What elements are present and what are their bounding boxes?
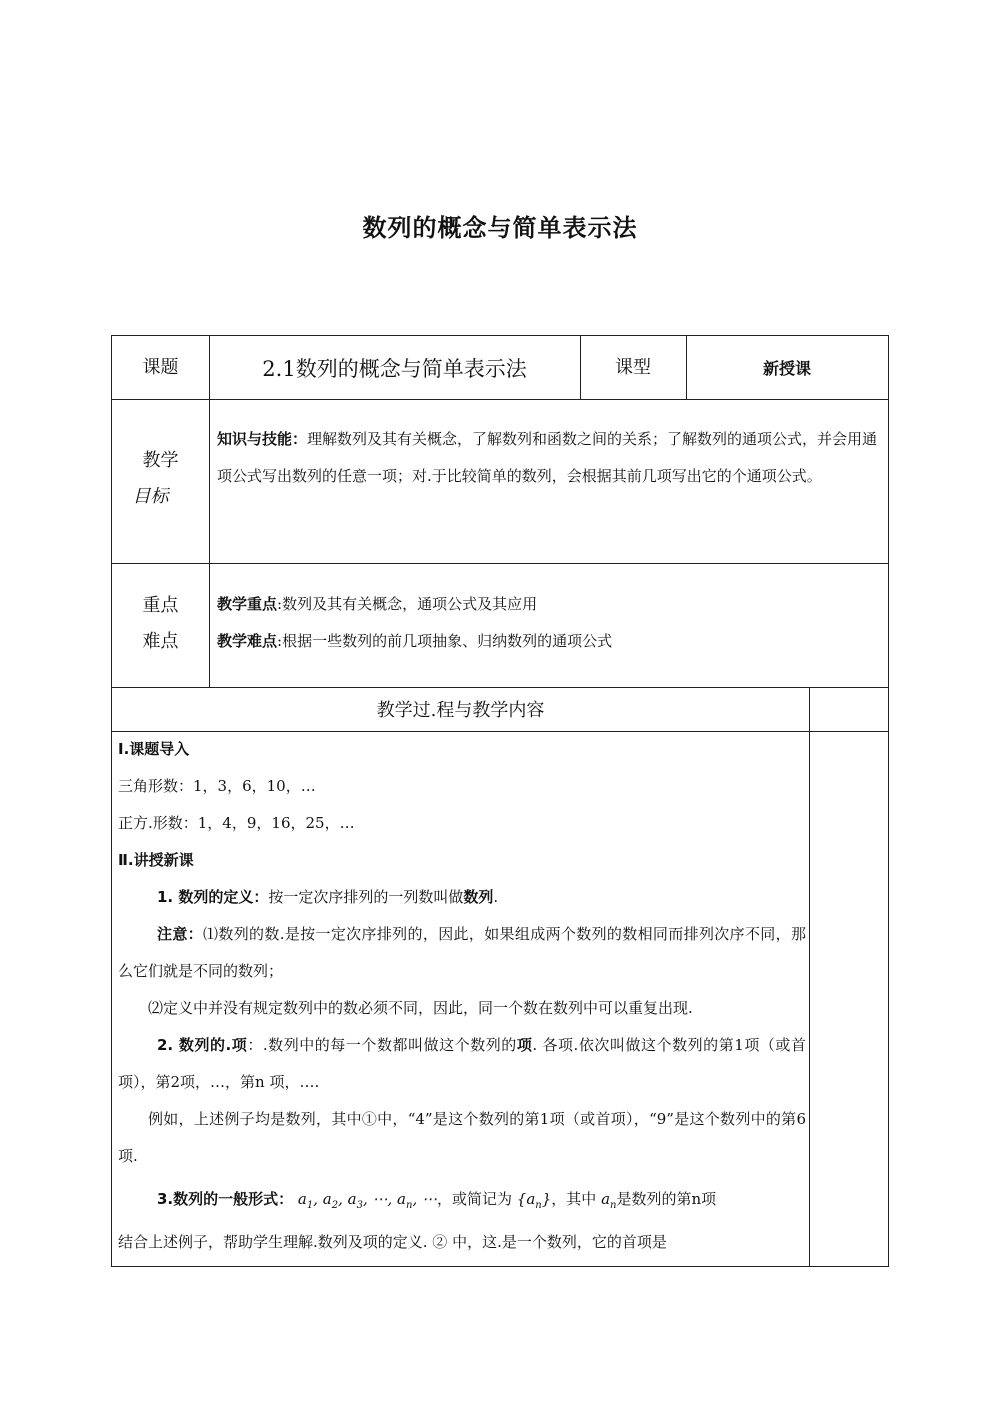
note-1-text: ⑴数列的数.是按一定次序排列的，因此，如果组成两个数列的数相同而排列次序不同，那么它们就是不同的数列； <box>118 925 806 980</box>
keypoints-label-line2: 难点 <box>142 631 179 652</box>
definition-2 <box>118 1027 806 1101</box>
definition-3-tail-b: 是数列的第n项 <box>616 1190 717 1208</box>
objectives-label <box>112 399 209 563</box>
keypoints-text <box>217 586 882 676</box>
difficulty-lead: 教学难点 <box>217 632 278 650</box>
definition-3-mid: ，或简记为 <box>436 1190 512 1208</box>
topic-label: 课题 <box>142 356 179 378</box>
focus-line <box>217 586 882 623</box>
definition-1-bold: 数列 <box>463 888 494 906</box>
definition-2-bold: 项 <box>516 1036 533 1054</box>
section-intro-title: Ⅰ.课题导入 <box>118 740 190 758</box>
note-2: ⑵定义中并没有规定数列中的数必须不同，因此，同一个数在数列中可以重复出现. <box>148 999 693 1017</box>
type-value: 新授课 <box>762 359 811 378</box>
definition-3-lead: 3.数列的一般形式： <box>157 1190 294 1208</box>
objectives-label-line1: 教学 <box>142 450 179 471</box>
objectives-body: 理解数列及其有关概念，了解数列和函数之间的关系；了解数列的通项公式，并会用通项公式写出数列的任意一项；对.于比较简单的数列，会根据其前几项写出它的个通项公式。 <box>217 430 878 485</box>
general-form-formula: $a_1$, $a_2$, $a_3$, ⋯, $a_n$, ⋯ <box>297 1190 437 1211</box>
nth-term-symbol: $a_n$ <box>601 1190 617 1211</box>
definition-1-end: . <box>493 888 499 906</box>
process-header: 教学过.程与教学内容 <box>376 700 545 721</box>
keypoints-label <box>112 563 209 687</box>
objectives-text <box>217 421 882 551</box>
definition-3-tail-a: ，其中 <box>551 1190 597 1208</box>
focus-text: :数列及其有关概念，通项公式及其应用 <box>277 595 538 613</box>
definition-1-text: 按一定次序排列的一列数叫做 <box>268 888 464 906</box>
definition-1-lead: 1. 数列的定义： <box>157 888 269 906</box>
lesson-plan-table <box>111 335 889 1267</box>
note-1 <box>118 916 806 990</box>
type-label: 课型 <box>615 356 651 378</box>
difficulty-text: :根据一些数列的前几项抽象、归纳数列的通项公式 <box>277 632 613 650</box>
keypoints-label-line1: 重点 <box>142 595 179 616</box>
definition-3 <box>118 1181 806 1224</box>
focus-lead: 教学重点 <box>217 595 278 613</box>
process-content <box>118 731 806 1266</box>
objectives-label-line2: 目标 <box>132 486 169 507</box>
objectives-lead: 知识与技能： <box>217 430 308 448</box>
difficulty-line <box>217 623 882 660</box>
example-paragraph: 例如，上述例子均是数列，其中①中，“4”是这个数列的第1项（或首项），“9”是这个数列中的第6项. <box>118 1110 806 1165</box>
document-title: 数列的概念与简单表示法 <box>362 214 638 242</box>
note-lead: 注意： <box>157 925 204 943</box>
definition-2-text-b: . 各项.依次叫做这个数列的第1项（或首项），第2项，…，第n 项，…. <box>118 1036 806 1091</box>
topic-value: 2.1数列的概念与简单表示法 <box>262 356 527 381</box>
definition-2-lead: 2. 数列的.项 <box>157 1036 248 1054</box>
triangle-numbers: 三角形数：1，3，6，10，… <box>118 777 316 795</box>
square-numbers: 正方.形数：1，4，9，16，25，… <box>118 814 355 832</box>
sequence-notation: $\{a_n\}$ <box>516 1190 552 1211</box>
last-line: 结合上述例子，帮助学生理解.数列及项的定义. ② 中，这.是一个数列，它的首项是 <box>118 1233 667 1251</box>
section-new-lesson-title: Ⅱ.讲授新课 <box>118 851 194 869</box>
definition-2-text-a: ：.数列中的每一个数都叫做这个数列的 <box>247 1036 517 1054</box>
definition-1 <box>118 879 806 916</box>
